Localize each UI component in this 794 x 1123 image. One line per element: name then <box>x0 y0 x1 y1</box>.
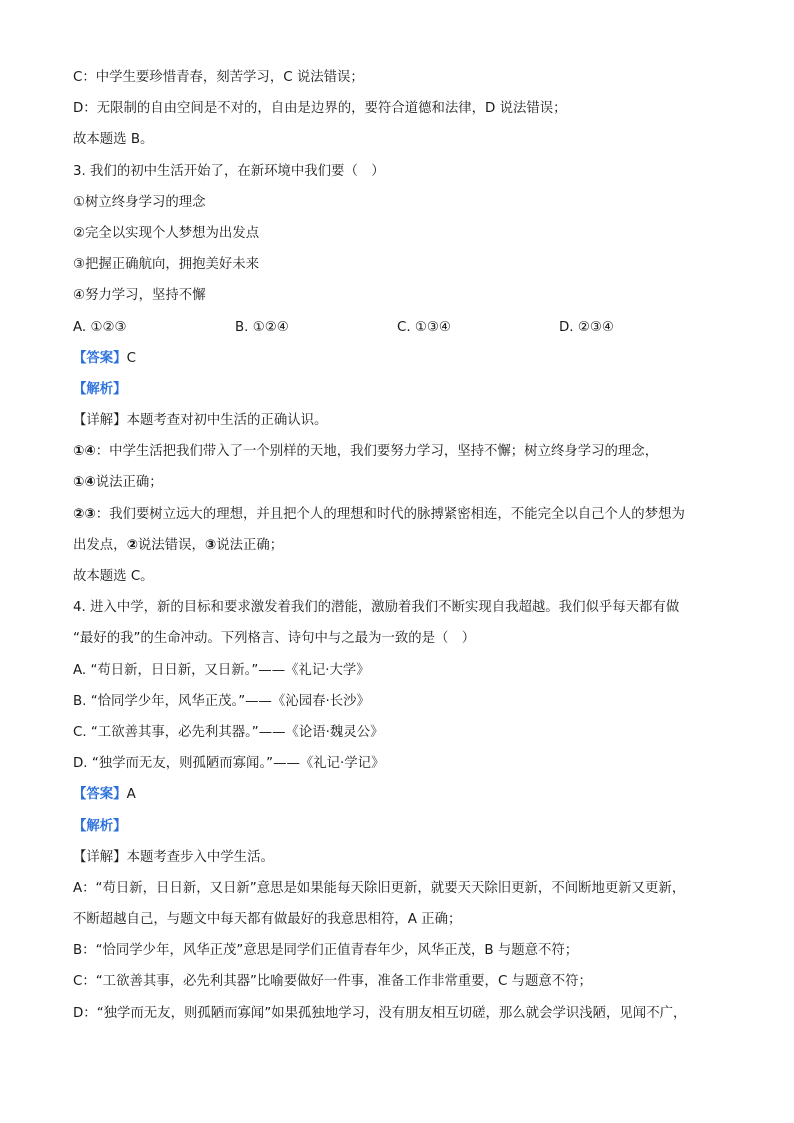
detail-label: 详解 <box>86 413 114 429</box>
prev-conclusion: 故本题选 B。 <box>73 132 154 148</box>
q4-detail-a-line-1: A：“苟日新，日日新，又日新”意思是如果能每天除旧更新，就要天天除旧更新，不间断地更新又更新， <box>73 880 686 896</box>
q3-item-3: ③把握正确航向，拥抱美好未来 <box>73 257 260 273</box>
q3-detail-intro: 【详解】本题考查对初中生活的正确认识。 <box>73 413 328 429</box>
answer-label: 答案 <box>86 787 114 803</box>
q3-conclusion: 故本题选 C。 <box>73 569 154 584</box>
q3-item-4: ④努力学习，坚持不懈 <box>73 288 206 304</box>
q4-detail-d: D：“独学而无友，则孤陋而寡闻”如果孤独地学习，没有朋友相互切磋，那么就会学识浅陋，见闻不广， <box>73 1005 687 1021</box>
q3-item-2: ②完全以实现个人梦想为出发点 <box>73 225 260 241</box>
q3-detail-line-1: ①④：中学生活把我们带入了一个别样的天地，我们要努力学习，坚持不懈；树立终身学习的理念， <box>73 444 659 460</box>
q4-option-d: D. “独学而无友，则孤陋而寡闻。”——《礼记·学记》 <box>73 756 385 772</box>
q3-stem: 3. 我们的初中生活开始了，在新环境中我们要（ ） <box>73 163 385 179</box>
q3-item-1: ①树立终身学习的理念 <box>73 194 206 210</box>
answer-value: A <box>126 787 136 803</box>
q4-answer: 【答案】A <box>73 787 136 803</box>
prev-option-d-explanation: D：无限制的自由空间是不对的，自由是边界的，要符合道德和法律，D 说法错误； <box>73 101 567 117</box>
q3-option-c: C. ①③④ <box>397 319 451 335</box>
answer-value: C <box>126 350 136 366</box>
q3-detail-line-2: ①④说法正确； <box>73 475 163 491</box>
q4-option-b: B. “恰同学少年，风华正茂。”——《沁园春·长沙》 <box>73 693 370 709</box>
q3-detail-line-3: ②③：我们要树立远大的理想，并且把个人的理想和时代的脉搏紧密相连，不能完全以自己个人的梦想为 <box>73 506 685 522</box>
analysis-label: 解析 <box>86 818 114 834</box>
detail-label: 详解 <box>86 849 114 865</box>
q4-option-a: A. “苟日新，日日新，又日新。”——《礼记·大学》 <box>73 662 370 678</box>
analysis-label: 解析 <box>86 381 114 397</box>
q3-detail-line-4: 出发点，②说法错误，③说法正确； <box>73 537 284 553</box>
q3-options <box>73 312 733 343</box>
q4-stem-line-2: “最好的我”的生命冲动。下列格言、诗句中与之最为一致的是（ ） <box>73 631 476 647</box>
q4-stem-line-1: 4. 进入中学，新的目标和要求激发着我们的潜能，激励着我们不断实现自我超越。我们似乎每天都有做 <box>73 600 680 616</box>
q4-analysis-heading: 【解析】 <box>73 818 127 834</box>
q3-analysis-heading: 【解析】 <box>73 381 127 397</box>
q3-option-d: D. ②③④ <box>559 319 614 335</box>
document-page <box>73 62 733 1029</box>
q3-option-b: B. ①②④ <box>235 319 289 335</box>
q3-answer: 【答案】C <box>73 350 136 366</box>
q4-detail-intro: 【详解】本题考查步入中学生活。 <box>73 849 274 865</box>
q3-option-a: A. ①②③ <box>73 319 127 335</box>
q4-detail-c: C：“工欲善其事，必先利其器”比喻要做好一件事，准备工作非常重要，C 与题意不符； <box>73 974 592 990</box>
q4-detail-b: B：“恰同学少年，风华正茂”意思是同学们正值青春年少，风华正茂，B 与题意不符； <box>73 943 579 959</box>
answer-label: 答案 <box>86 350 114 366</box>
prev-option-c-explanation: C：中学生要珍惜青春，刻苦学习，C 说法错误； <box>73 70 364 85</box>
q4-option-c: C. “工欲善其事，必先利其器。”——《论语·魏灵公》 <box>73 724 384 740</box>
q4-detail-a-line-2: 不断超越自己，与题文中每天都有做最好的我意思相符，A 正确； <box>73 912 462 928</box>
